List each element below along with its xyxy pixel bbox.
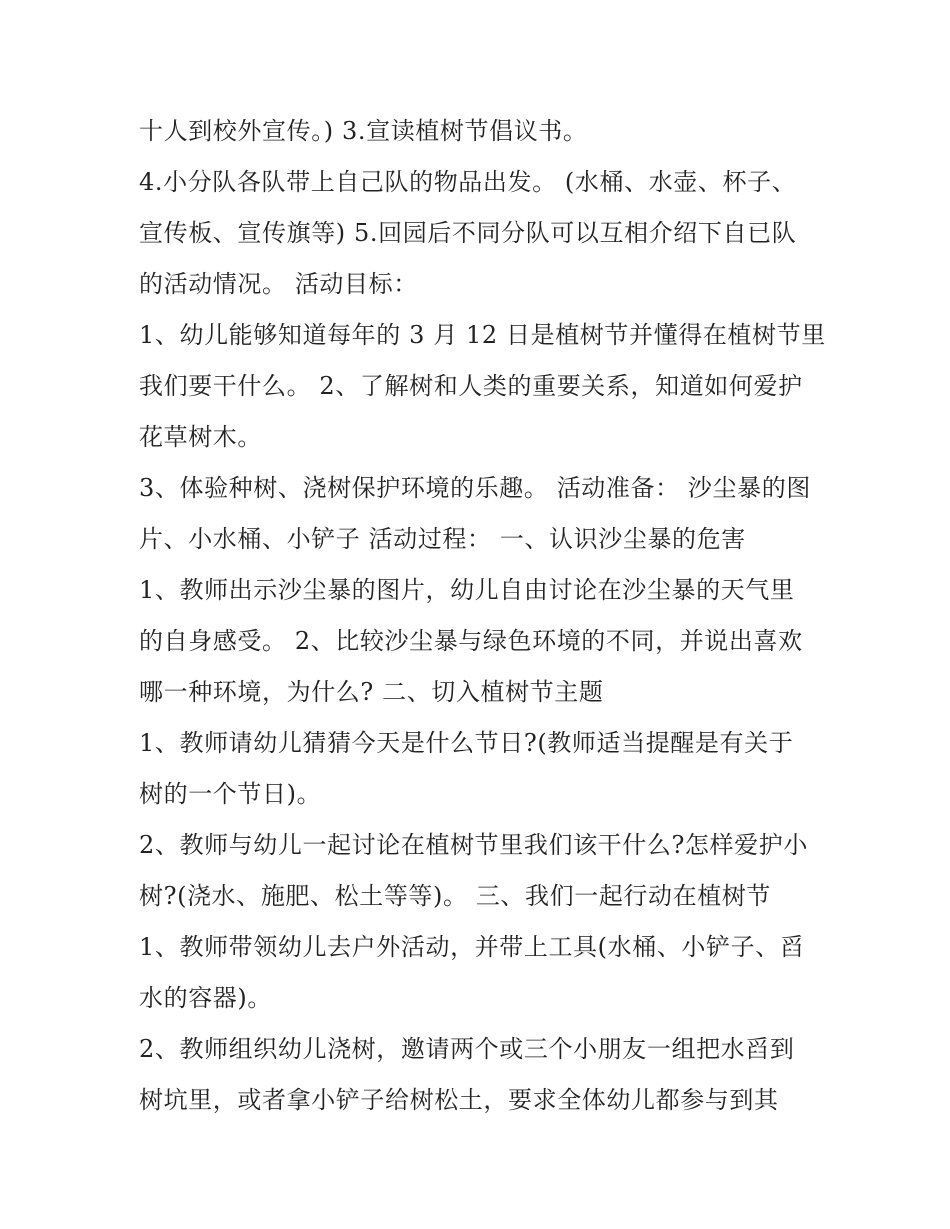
text-line: 2、教师与幼儿一起讨论在植树节里我们该干什么?怎样爱护小 [139,831,808,859]
text-line: 十人到校外宣传。) 3.宣读植树节倡议书。 [139,117,588,145]
text-line: 1、幼儿能够知道每年的 3 月 12 日是植树节并懂得在植树节里 [139,321,826,349]
text-line: 片、小水桶、小铲子 活动过程： 一、认识沙尘暴的危害 [139,525,746,553]
text-line: 树的一个节日)。 [139,780,322,808]
text-line: 宣传板、宣传旗等) 5.回园后不同分队可以互相介绍下自已队 [139,219,797,247]
text-line: 4.小分队各队带上自己队的物品出发。 (水桶、水壶、杯子、 [139,168,797,196]
text-line: 的活动情况。 活动目标： [139,270,418,298]
text-line: 的自身感受。 2、比较沙尘暴与绿色环境的不同，并说出喜欢 [139,627,803,655]
text-line: 1、教师带领幼儿去户外活动，并带上工具(水桶、小铲子、舀 [139,933,805,961]
text-line: 3、体验种树、浇树保护环境的乐趣。 活动准备： 沙尘暴的图 [139,474,811,502]
text-line: 水的容器)。 [139,984,272,1012]
text-line: 1、教师出示沙尘暴的图片，幼儿自由讨论在沙尘暴的天气里 [139,576,795,604]
text-line: 花草树木。 [139,423,262,451]
text-line: 2、教师组织幼儿浇树，邀请两个或三个小朋友一组把水舀到 [139,1035,795,1063]
text-line: 1、教师请幼儿猜猜今天是什么节日?(教师适当提醒是有关于 [139,729,794,757]
text-line: 我们要干什么。 2、了解树和人类的重要关系，知道如何爱护 [139,372,803,400]
text-line: 树?(浇水、施肥、松土等等)。 三、我们一起行动在植树节 [139,882,772,910]
text-line: 哪一种环境，为什么? 二、切入植树节主题 [139,678,604,706]
document-body [139,106,829,1126]
text-line: 树坑里，或者拿小铲子给树松土，要求全体幼儿都参与到其 [139,1086,779,1114]
